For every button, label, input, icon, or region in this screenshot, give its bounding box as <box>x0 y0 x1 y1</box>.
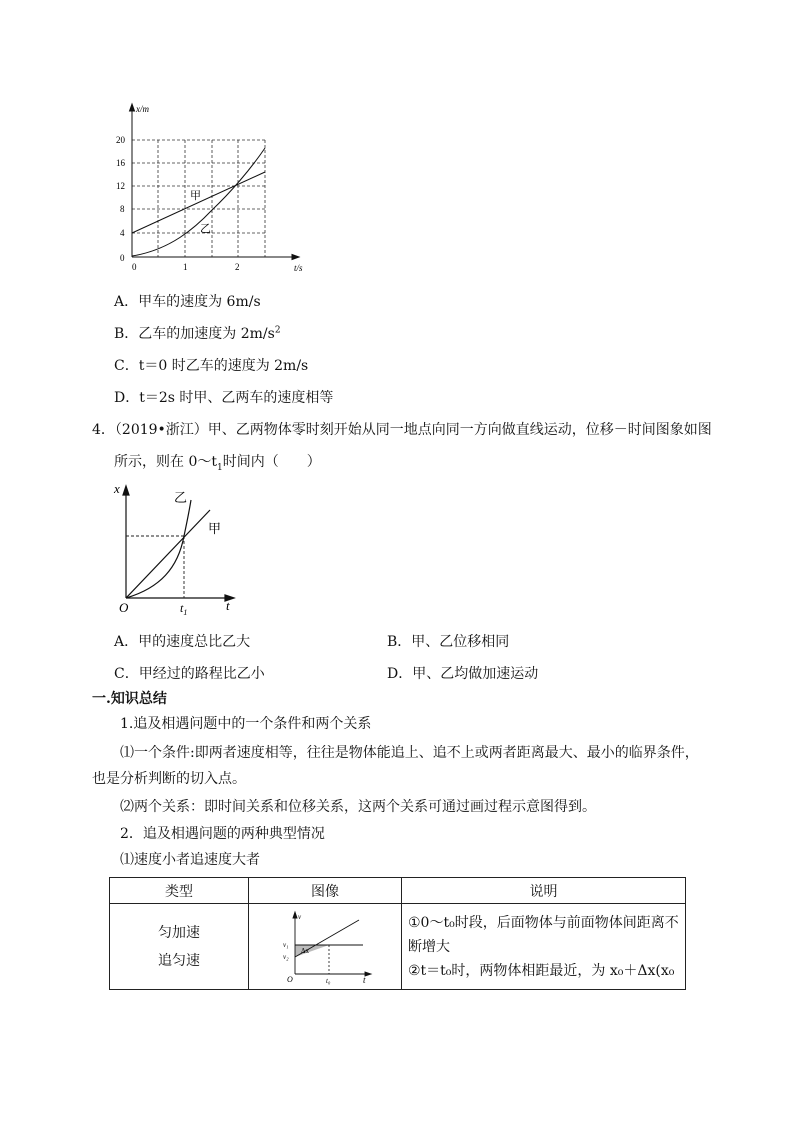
q4-option-a: A．甲的速度总比乙大 <box>114 634 251 650</box>
q4-stem-line2 <box>114 451 321 473</box>
summary-p1: 1.追及相遇问题中的一个条件和两个关系 <box>120 716 372 732</box>
q4-line-jia <box>126 510 210 598</box>
x-axis-label: t/s <box>294 263 303 273</box>
type-line2: 追匀速 <box>158 952 200 969</box>
curve-label-jia: 甲 <box>190 190 201 202</box>
summary-p2: ⑴一个条件:即两者速度相等，往往是物体能追上、追不上或两者距离最大、最小的临界条件， <box>120 745 699 761</box>
line-jia <box>132 172 265 233</box>
table-header-graph: 图像 <box>249 878 402 904</box>
x-tick-0: 0 <box>132 262 137 272</box>
x-tick-2: 2 <box>235 262 240 272</box>
q4-option-c: C．甲经过的路程比乙小 <box>114 666 265 682</box>
vt-t-label: t <box>363 974 366 985</box>
q4-stem-line2-post: 时间内（ ） <box>222 454 321 470</box>
summary-p3: 也是分析判断的切入点。 <box>92 771 246 787</box>
vt-origin-label: O <box>287 974 293 984</box>
desc-line2: 断增大 <box>408 938 450 955</box>
y-tick-12: 12 <box>116 181 125 191</box>
summary-p5: 2．追及相遇问题的两种典型情况 <box>120 826 325 842</box>
q4-t1-label: $t_1$ <box>180 601 188 617</box>
vt-v-label: v <box>298 912 302 921</box>
xt-graph-cars <box>110 100 320 280</box>
y-tick-0: 0 <box>120 253 125 263</box>
y-axis-label: x/m <box>136 104 149 114</box>
q4-stem-line2-sub: 1 <box>216 462 223 473</box>
vt-t0-label: t₀ <box>326 976 331 985</box>
vt-dx-label: Δx <box>301 946 310 955</box>
q3-option-b-text: B．乙车的加速度为 2m/s <box>114 326 275 342</box>
type-line1: 匀加速 <box>158 924 200 941</box>
summary-p4: ⑵两个关系：即时间关系和位移关系，这两个关系可通过画过程示意图得到。 <box>120 799 596 815</box>
q4-option-d: D．甲、乙均做加速运动 <box>387 666 539 682</box>
q4-stem-line2-pre: 所示，则在 0～t <box>114 454 217 470</box>
q3-option-b <box>114 323 281 343</box>
table-cell-desc <box>402 904 686 990</box>
y-tick-8: 8 <box>120 204 125 214</box>
table-row <box>110 904 686 990</box>
q3-option-c: C．t＝0 时乙车的速度为 2m/s <box>114 358 309 374</box>
y-tick-4: 4 <box>120 228 125 238</box>
y-tick-20: 20 <box>116 135 125 145</box>
axes <box>130 104 300 260</box>
q3-option-d: D．t＝2s 时甲、乙两车的速度相等 <box>114 390 334 406</box>
table-cell-graph <box>249 904 402 990</box>
summary-table <box>109 877 686 990</box>
desc-line1: ①0～t₀时段，后面物体与前面物体间距离不 <box>408 914 679 931</box>
q4-curve-label-jia: 甲 <box>208 521 222 536</box>
vt-v1-label: v₁ <box>283 940 289 949</box>
desc-line3: ②t＝t₀时，两物体相距最近，为 x₀＋Δx(x₀ <box>408 962 675 979</box>
y-tick-16: 16 <box>116 158 125 168</box>
q3-option-a: A．甲车的速度为 6m/s <box>114 294 261 310</box>
vt-graph-chase <box>275 908 375 986</box>
q4-x-label: x <box>114 481 120 496</box>
q4-t-label: t <box>226 598 230 613</box>
q3-option-b-sup: 2 <box>274 325 281 336</box>
table-header-desc: 说明 <box>402 878 686 904</box>
x-tick-1: 1 <box>183 262 188 272</box>
summary-p6: ⑴速度小者追速度大者 <box>120 852 260 868</box>
q4-stem-line1: 4．（2019•浙江）甲、乙两物体零时刻开始从同一地点向同一方向做直线运动，位移－时间图象如图 <box>92 422 712 438</box>
q4-xt-graph <box>110 478 250 618</box>
q4-option-b: B．甲、乙位移相同 <box>387 634 510 650</box>
table-header-type: 类型 <box>110 878 249 904</box>
table-header-row <box>110 878 686 904</box>
q4-curve-yi <box>126 500 191 598</box>
curve-label-yi: 乙 <box>200 223 211 235</box>
q4-curve-label-yi: 乙 <box>174 490 188 505</box>
vt-v2-label: v₂ <box>283 952 289 961</box>
q4-origin-label: O <box>119 600 129 615</box>
table-cell-type <box>110 904 249 990</box>
summary-heading: 一.知识总结 <box>92 691 167 707</box>
